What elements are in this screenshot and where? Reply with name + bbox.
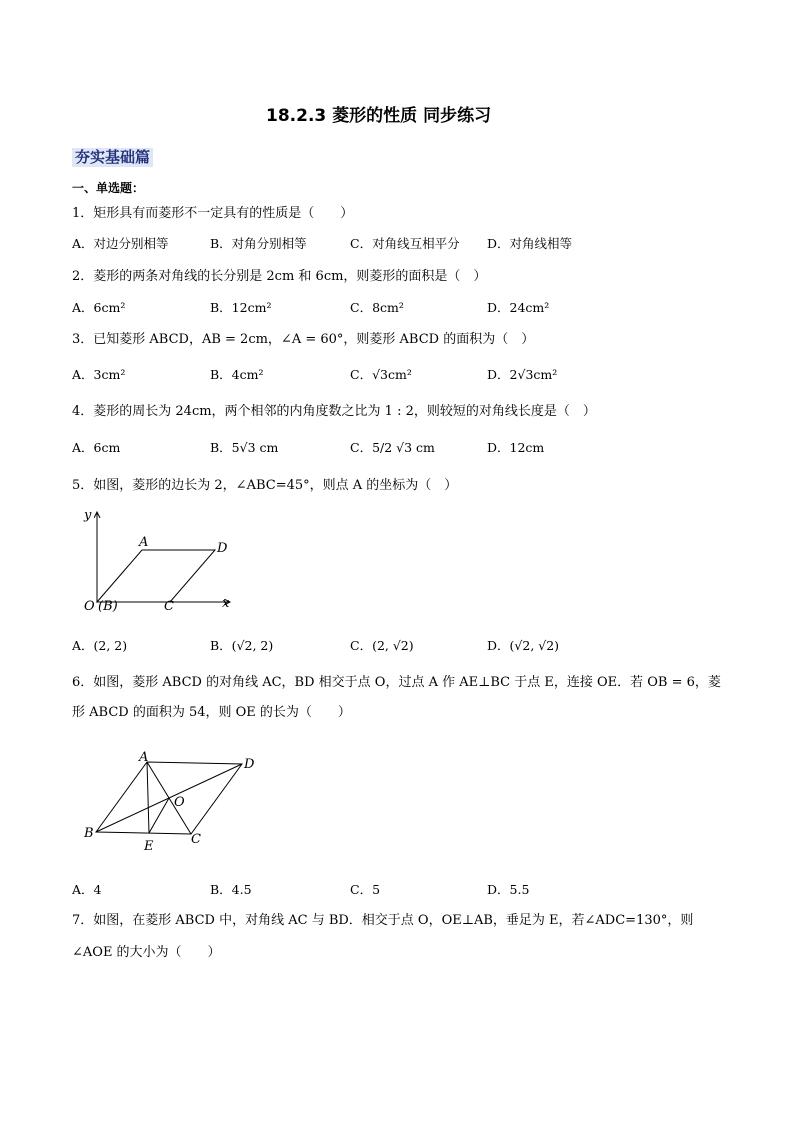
label-b: B (84, 826, 94, 841)
label-o: O (84, 599, 95, 614)
question-2-option-a: A．6cm² (72, 300, 126, 315)
question-5-option-c: C．(2, √2) (350, 638, 414, 653)
label-b: (B) (98, 599, 118, 614)
question-1-option-c: C．对角线互相平分 (350, 236, 460, 251)
label-a: A (139, 750, 149, 765)
question-3-option-d: D．2√3cm² (487, 367, 558, 382)
question-5-option-d: D．(√2, √2) (487, 638, 560, 653)
question-1-stem: 1．矩形具有而菱形不一定具有的性质是（ ） (72, 206, 354, 221)
question-4-option-b: B．5√3 cm (210, 440, 279, 455)
label-e: E (144, 839, 154, 854)
question-1-option-a: A．对边分别相等 (72, 236, 169, 251)
rhombus-shape (97, 550, 215, 602)
question-6-option-a: A．4 (72, 882, 102, 897)
section-heading: 夯实基础篇 (72, 148, 153, 167)
question-1-option-d: D．对角线相等 (487, 236, 573, 251)
question-1-option-b: B．对角分别相等 (210, 236, 307, 251)
label-d: D (217, 541, 228, 556)
question-3-option-a: A．3cm² (72, 367, 126, 382)
label-o: O (174, 795, 185, 810)
label-d: D (244, 757, 255, 772)
question-2-option-c: C．8cm² (350, 300, 404, 315)
question-2-option-d: D．24cm² (487, 300, 550, 315)
question-2-stem: 2．菱形的两条对角线的长分别是 2cm 和 6cm，则菱形的面积是（ ） (72, 269, 487, 284)
label-c: C (191, 832, 201, 847)
page-title: 18.2.3 菱形的性质 同步练习 (266, 106, 492, 126)
question-6-stem-line-2: 形 ABCD 的面积为 54，则 OE 的长为（ ） (72, 705, 351, 720)
question-5-option-a: A．(2, 2) (72, 638, 128, 653)
question-5-option-b: B．(√2, 2) (210, 638, 274, 653)
label-x: x (222, 596, 230, 611)
question-3-option-b: B．4cm² (210, 367, 264, 382)
question-6-option-c: C．5 (350, 882, 381, 897)
label-y: y (84, 508, 92, 523)
question-4-option-c: C．5/2 √3 cm (350, 440, 435, 455)
question-4-option-d: D．12cm (487, 440, 545, 455)
question-4-stem: 4．菱形的周长为 24cm，两个相邻的内角度数之比为 1 : 2，则较短的对角线长度是（ ） (72, 404, 596, 419)
label-a: A (139, 535, 149, 550)
question-5-stem: 5．如图，菱形的边长为 2，∠ABC=45°，则点 A 的坐标为（ ） (72, 478, 458, 493)
part-heading: 一、单选题： (72, 181, 145, 195)
question-6-option-d: D．5.5 (487, 882, 530, 897)
question-6-figure (82, 748, 272, 858)
question-2-option-b: B．12cm² (210, 300, 272, 315)
question-4-option-a: A．6cm (72, 440, 121, 455)
question-7-stem-line-2: ∠AOE 的大小为（ ） (72, 945, 221, 960)
question-5-figure (72, 506, 242, 616)
altitude-ae (147, 762, 149, 833)
label-c: C (164, 599, 174, 614)
question-6-option-b: B．4.5 (210, 882, 252, 897)
question-7-stem-line-1: 7．如图，在菱形 ABCD 中，对角线 AC 与 BD．相交于点 O，OE⊥AB，垂足为 E，若∠ADC=130°，则 (72, 913, 694, 928)
question-6-stem-line-1: 6．如图，菱形 ABCD 的对角线 AC，BD 相交于点 O，过点 A 作 AE⊥BC 于点 E，连接 OE．若 OB = 6，菱 (72, 675, 721, 690)
question-3-option-c: C．√3cm² (350, 367, 412, 382)
segment-oe (149, 798, 169, 833)
question-3-stem: 3．已知菱形 ABCD，AB = 2cm，∠A = 60°，则菱形 ABCD 的面积为（ ） (72, 332, 535, 347)
